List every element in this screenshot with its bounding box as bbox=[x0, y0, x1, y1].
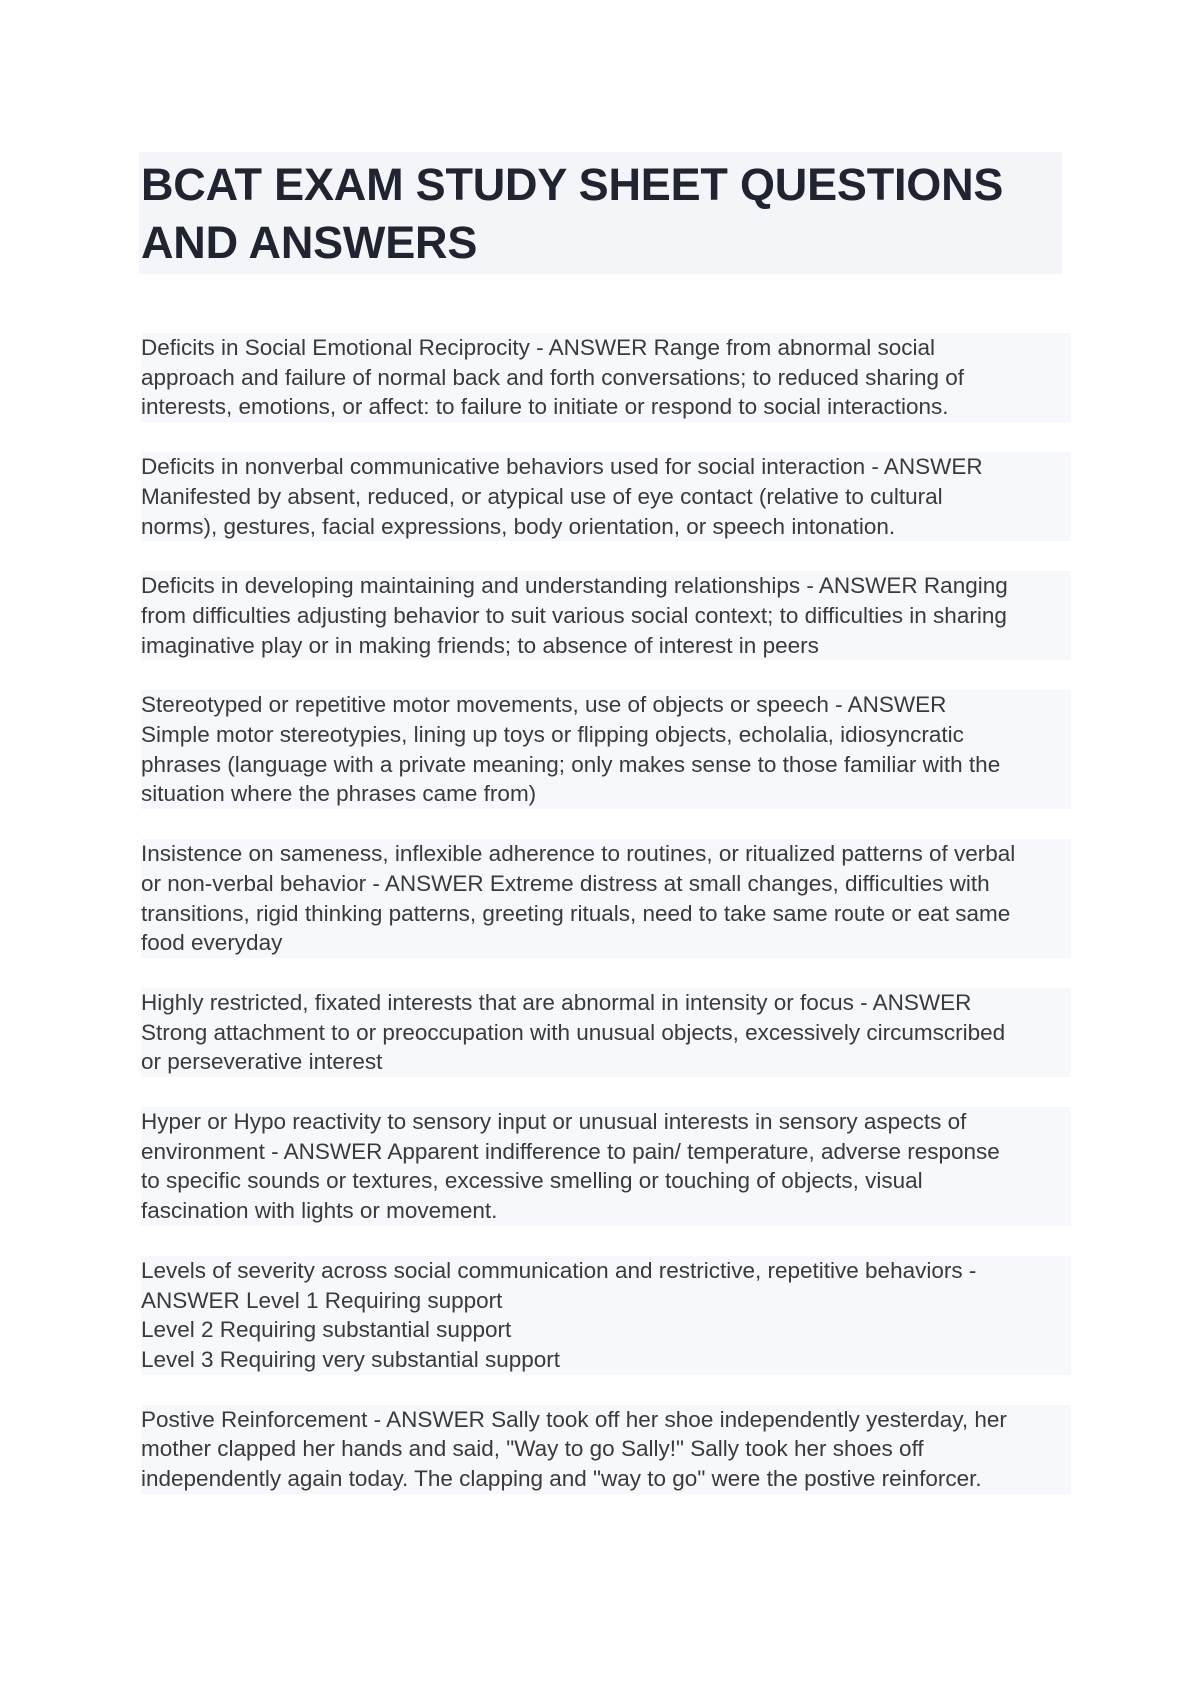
qa-line: Manifested by absent, reduced, or atypical use of eye contact (relative to cultural bbox=[141, 482, 1071, 512]
qa-item bbox=[141, 1405, 1071, 1494]
qa-line: approach and failure of normal back and forth conversations; to reduced sharing of bbox=[141, 363, 1071, 393]
qa-item bbox=[141, 333, 1071, 422]
qa-line: imaginative play or in making friends; to absence of interest in peers bbox=[141, 631, 1071, 661]
qa-line: norms), gestures, facial expressions, body orientation, or speech intonation. bbox=[141, 512, 1071, 542]
page-title-line-1: BCAT EXAM STUDY SHEET QUESTIONS bbox=[141, 159, 1004, 210]
qa-line: Deficits in developing maintaining and understanding relationships - ANSWER Ranging bbox=[141, 571, 1071, 601]
qa-item bbox=[141, 571, 1071, 660]
qa-line: independently again today. The clapping and "way to go" were the postive reinforcer. bbox=[141, 1464, 1071, 1494]
qa-line: from difficulties adjusting behavior to suit various social context; to difficulties in sharing bbox=[141, 601, 1071, 631]
qa-item bbox=[141, 452, 1071, 541]
qa-line: situation where the phrases came from) bbox=[141, 779, 1071, 809]
qa-line: ANSWER Level 1 Requiring support bbox=[141, 1286, 1071, 1316]
page-title bbox=[141, 156, 1060, 272]
page-title-line-2: AND ANSWERS bbox=[141, 217, 478, 268]
qa-item bbox=[141, 988, 1071, 1077]
qa-item bbox=[141, 690, 1071, 809]
qa-line: to specific sounds or textures, excessive smelling or touching of objects, visual bbox=[141, 1166, 1071, 1196]
qa-item bbox=[141, 1256, 1071, 1375]
qa-item bbox=[141, 839, 1071, 958]
qa-line: food everyday bbox=[141, 928, 1071, 958]
qa-line: environment - ANSWER Apparent indifference to pain/ temperature, adverse response bbox=[141, 1137, 1071, 1167]
qa-line: mother clapped her hands and said, "Way to go Sally!" Sally took her shoes off bbox=[141, 1434, 1071, 1464]
qa-line: Hyper or Hypo reactivity to sensory input or unusual interests in sensory aspects of bbox=[141, 1107, 1071, 1137]
qa-line: Simple motor stereotypies, lining up toys or flipping objects, echolalia, idiosyncratic bbox=[141, 720, 1071, 750]
qa-line: Stereotyped or repetitive motor movements, use of objects or speech - ANSWER bbox=[141, 690, 1071, 720]
qa-line: phrases (language with a private meaning; only makes sense to those familiar with the bbox=[141, 750, 1071, 780]
qa-line: Level 2 Requiring substantial support bbox=[141, 1315, 1071, 1345]
qa-line: Strong attachment to or preoccupation with unusual objects, excessively circumscribed bbox=[141, 1018, 1071, 1048]
qa-line: Deficits in nonverbal communicative behaviors used for social interaction - ANSWER bbox=[141, 452, 1071, 482]
qa-line: fascination with lights or movement. bbox=[141, 1196, 1071, 1226]
qa-line: or non-verbal behavior - ANSWER Extreme distress at small changes, difficulties with bbox=[141, 869, 1071, 899]
qa-line: Insistence on sameness, inflexible adherence to routines, or ritualized patterns of verbal bbox=[141, 839, 1071, 869]
title-block bbox=[139, 152, 1062, 274]
qa-item bbox=[141, 1107, 1071, 1226]
qa-line: Postive Reinforcement - ANSWER Sally took off her shoe independently yesterday, her bbox=[141, 1405, 1071, 1435]
qa-line: Level 3 Requiring very substantial support bbox=[141, 1345, 1071, 1375]
qa-line: Highly restricted, fixated interests that are abnormal in intensity or focus - ANSWER bbox=[141, 988, 1071, 1018]
qa-line: transitions, rigid thinking patterns, greeting rituals, need to take same route or eat same bbox=[141, 899, 1071, 929]
qa-line: Deficits in Social Emotional Reciprocity - ANSWER Range from abnormal social bbox=[141, 333, 1071, 363]
qa-list bbox=[141, 333, 1071, 1524]
qa-line: Levels of severity across social communication and restrictive, repetitive behaviors - bbox=[141, 1256, 1071, 1286]
qa-line: interests, emotions, or affect: to failure to initiate or respond to social interactions. bbox=[141, 392, 1071, 422]
qa-line: or perseverative interest bbox=[141, 1047, 1071, 1077]
